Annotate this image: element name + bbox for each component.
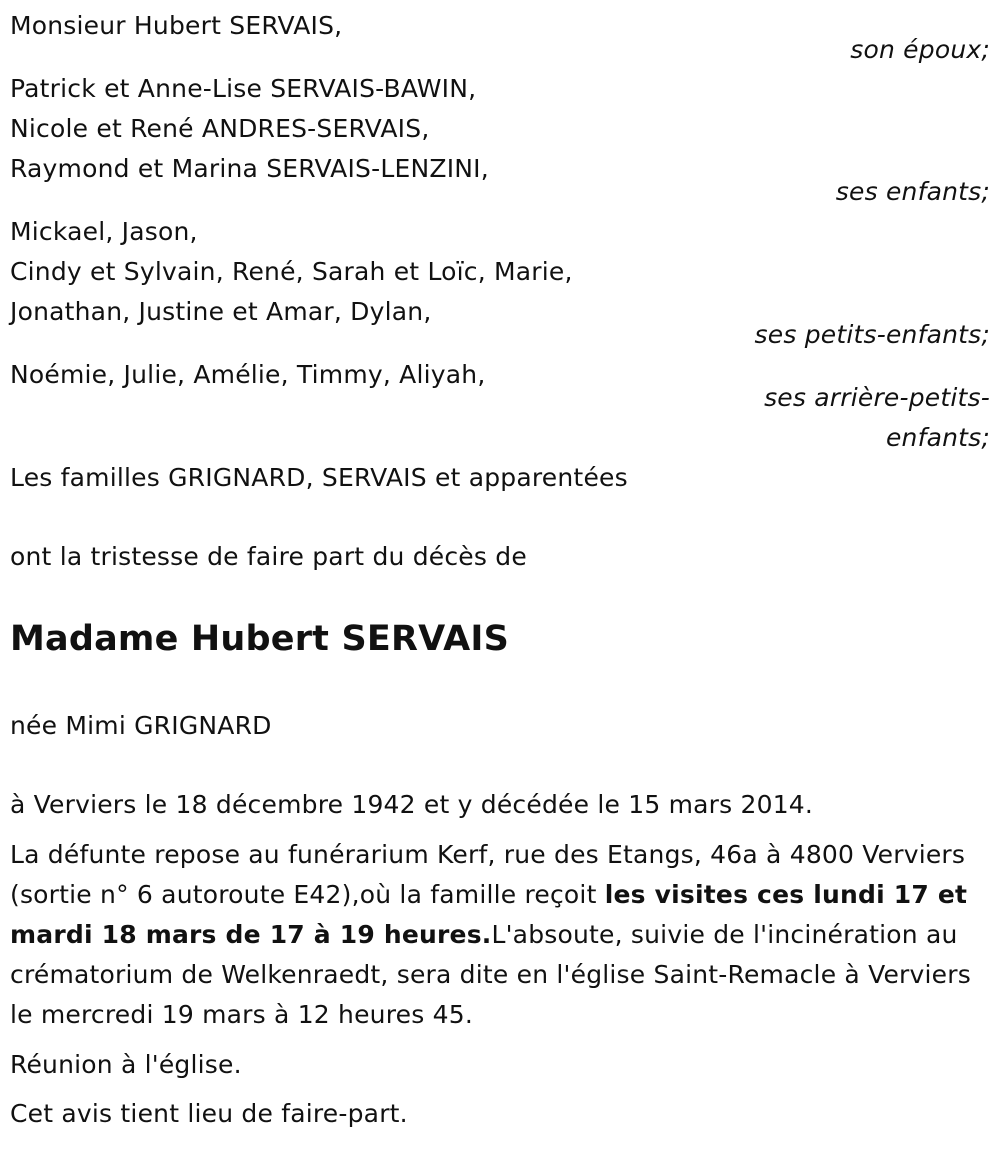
child-line: Nicole et René ANDRES-SERVAIS, [10,114,430,143]
other-families: Les familles GRIGNARD, SERVAIS et apparentées [10,463,628,492]
great-grandchildren-relation: ses arrière-petits- [764,383,990,412]
spouse-relation: son époux; [850,35,990,64]
deceased-name: Madame Hubert SERVAIS [10,619,509,659]
great-grandchild-line: Noémie, Julie, Amélie, Timmy, Aliyah, [10,360,486,389]
details-intro: La défunte repose au funérarium Kerf, rue des Etangs, 46a à 4800 Verviers (sortie n° 6 autoroute E42),où la famille reçoit [10,840,966,909]
grandchild-line: Cindy et Sylvain, René, Sarah et Loïc, Marie, [10,257,573,286]
closing-text: Cet avis tient lieu de faire-part. [10,1099,408,1128]
grandchildren-relation: ses petits-enfants; [754,320,990,349]
ceremony-details: L'absoute, suivie de l'incinération au crématorium de Welkenraedt, sera dite en l'église Saint-Remacle à Verviers le mercredi 19 mars à 12 heures 45. [10,920,971,1029]
child-line: Patrick et Anne-Lise SERVAIS-BAWIN, [10,74,477,103]
meeting-text: Réunion à l'église. [10,1050,242,1079]
announcement-text: ont la tristesse de faire part du décès de [10,542,527,571]
grandchild-line: Mickael, Jason, [10,217,198,246]
maiden-name: née Mimi GRIGNARD [10,711,272,740]
children-relation: ses enfants; [835,177,990,206]
grandchild-line: Jonathan, Justine et Amar, Dylan, [10,297,432,326]
spouse-line: Monsieur Hubert SERVAIS, [10,11,343,40]
funeral-details [10,835,1000,1035]
birth-death-text: à Verviers le 18 décembre 1942 et y décédée le 15 mars 2014. [10,790,814,819]
great-grandchildren-relation: enfants; [885,423,990,452]
child-line: Raymond et Marina SERVAIS-LENZINI, [10,154,489,183]
visiting-hours: les visites ces lundi 17 et mardi 18 mars de 17 à 19 heures. [10,880,968,949]
